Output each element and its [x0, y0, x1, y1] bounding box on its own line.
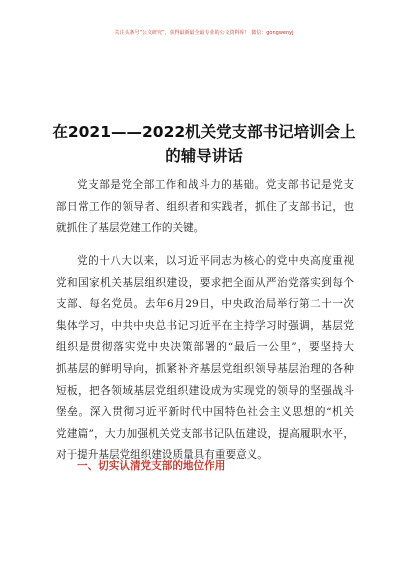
paragraph-line: 党和国家机关基层组织建设，要求把全面从严治党落实到每个: [56, 276, 354, 289]
paragraph-line: 对于提升基层党组织建设质量具有重要意义。: [56, 449, 268, 462]
section-heading: 一、切实认清党支部的地位作用: [77, 460, 226, 472]
document-title: [40, 120, 368, 168]
title-line: 的辅导讲话: [165, 147, 243, 165]
header-banner: 关注头条号“公文研究”，获得最新最全最专业的公文资料库！ 微信：gongwenyj: [114, 30, 294, 36]
paragraph-line: 党的十八大以来，以习近平同志为核心的党中央高度重视: [77, 255, 354, 267]
paragraph-line: 集体学习，中共中央总书记习近平在主持学习时强调，基层党: [56, 319, 354, 332]
paragraph-line: 党支部是党全部工作和战斗力的基础。党支部书记是党支: [77, 179, 354, 191]
paragraph-line: 党建篇”，大力加强机关党支部书记队伍建设，提高履职水平，: [56, 427, 354, 440]
paragraph-line: 抓基层的鲜明导向，抓紧补齐基层党组织领导基层治理的各种: [56, 362, 354, 375]
paragraph-line: 堡垒。深入贯彻习近平新时代中国特色社会主义思想的“机关: [56, 406, 354, 419]
paragraph-line: 支部、每名党员。去年6月29日，中央政治局举行第二十一次: [56, 298, 354, 311]
paragraph-main: [56, 251, 354, 467]
paragraph-line: 组织是贯彻落实党中央决策部署的“最后一公里”，要坚持大: [56, 341, 354, 354]
title-line: 在2021——2022机关党支部书记培训会上: [52, 123, 356, 141]
paragraph-line: 就抓住了基层党建工作的关键。: [56, 222, 205, 235]
paragraph-line: 部日常工作的领导者、组织者和实践者，抓住了支部书记，也: [56, 200, 354, 213]
paragraph-intro: [56, 175, 354, 240]
paragraph-line: 短板，把各领域基层党组织建设成为实现党的领导的坚强战斗: [56, 384, 354, 397]
